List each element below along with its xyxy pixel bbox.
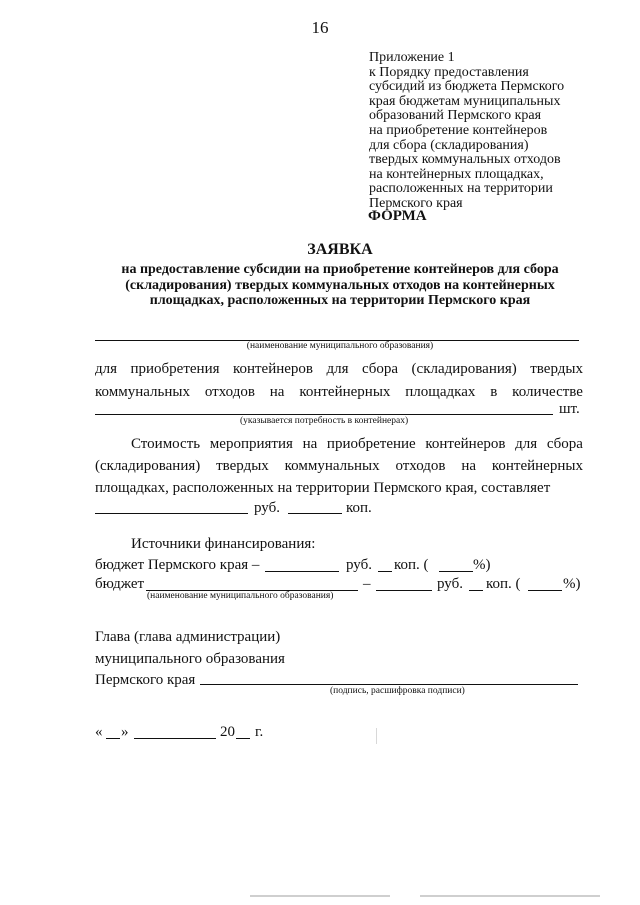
word: отходов <box>395 458 446 474</box>
word: контейнерных <box>299 384 391 400</box>
date-day-field[interactable] <box>106 738 120 739</box>
date-open-quote: « <box>95 724 103 740</box>
cost-line-2 <box>95 458 583 475</box>
regional-rub-label: руб. <box>346 557 372 573</box>
municipal-caption: (наименование муниципального образования) <box>147 591 334 601</box>
regional-kop-field[interactable] <box>378 571 392 572</box>
appendix-line: расположенных на территории <box>369 181 553 197</box>
scan-artifact <box>420 895 600 897</box>
municipal-kop-label: коп. ( <box>486 576 521 592</box>
appendix-line: края бюджетам муниципальных <box>369 93 561 109</box>
word: в <box>490 384 498 400</box>
word: для <box>326 361 349 377</box>
word: Стоимость <box>131 436 201 452</box>
document-subtitle <box>0 262 640 309</box>
municipal-rub-field[interactable] <box>376 590 432 591</box>
municipal-rub-label: руб. <box>437 576 463 592</box>
subtitle-line: на предоставление субсидии на приобретение контейнеров для сбора <box>121 262 559 277</box>
word: коммунальных <box>95 384 190 400</box>
cost-kop-label: коп. <box>346 500 372 516</box>
document-title: ЗАЯВКА <box>307 241 373 258</box>
signature-caption: (подпись, расшифровка подписи) <box>330 686 465 696</box>
word: для <box>515 436 538 452</box>
word: контейнерных <box>491 458 583 474</box>
word: на <box>269 384 285 400</box>
regional-kop-label: коп. ( <box>394 557 429 573</box>
municipal-percent-field[interactable] <box>528 590 562 591</box>
regional-percent-label: %) <box>473 557 491 573</box>
word: сбора <box>546 436 583 452</box>
word: сбора <box>361 361 399 377</box>
word: твердых <box>530 361 583 377</box>
word: на <box>302 436 318 452</box>
cost-line-3: площадках, расположенных на территории Пермского края, составляет <box>95 480 551 496</box>
word: контейнеров <box>425 436 506 452</box>
word: количестве <box>512 384 583 400</box>
cost-rub-label: руб. <box>254 500 280 516</box>
word: (складирования) <box>95 458 201 474</box>
appendix-block <box>369 51 564 212</box>
date-year-suffix: г. <box>255 724 264 740</box>
appendix-line: на приобретение контейнеров <box>369 122 548 138</box>
purpose-line-2 <box>95 384 583 401</box>
municipal-budget-label: бюджет <box>95 576 145 592</box>
signature-line-1: Глава (глава администрации) <box>95 629 281 645</box>
signature-line-3: Пермского края <box>95 672 196 688</box>
regional-percent-field[interactable] <box>439 571 473 572</box>
appendix-line: к Порядку предоставления <box>369 64 529 80</box>
word: мероприятия <box>209 436 293 452</box>
date-close-quote: » <box>121 724 129 740</box>
appendix-line: субсидий из бюджета Пермского <box>369 79 565 95</box>
quantity-caption: (указывается потребность в контейнерах) <box>240 416 409 426</box>
appendix-line: на контейнерных площадках, <box>369 166 544 182</box>
cost-line-1 <box>131 436 583 453</box>
appendix-line: твердых коммунальных отходов <box>369 152 561 168</box>
quantity-unit: шт. <box>559 401 580 417</box>
financing-heading: Источники финансирования: <box>131 536 316 552</box>
word: твердых <box>216 458 269 474</box>
word: площадках <box>405 384 476 400</box>
appendix-line: для сбора (складирования) <box>369 137 529 153</box>
word: (складирования) <box>411 361 517 377</box>
regional-rub-field[interactable] <box>265 571 339 572</box>
word: приобретение <box>326 436 416 452</box>
subtitle-line: площадках, расположенных на территории Пермского края <box>149 293 531 308</box>
municipal-dash: – <box>363 576 371 592</box>
date-year-field[interactable] <box>236 738 250 739</box>
scan-artifact <box>250 895 390 897</box>
form-label: ФОРМА <box>368 208 427 224</box>
word: контейнеров <box>232 361 314 377</box>
date-year-prefix: 20 <box>220 724 235 740</box>
signature-field[interactable] <box>200 684 578 685</box>
subtitle-line: (складирования) твердых коммунальных отходов на контейнерных <box>125 277 555 293</box>
signature-line-2: муниципального образования <box>95 651 285 667</box>
word: отходов <box>204 384 255 400</box>
word: на <box>461 458 477 474</box>
municipality-caption: (наименование муниципального образования) <box>246 341 434 351</box>
page-number: 16 <box>311 18 329 37</box>
scan-artifact <box>376 728 377 744</box>
cost-rub-field[interactable] <box>95 513 248 514</box>
municipal-kop-field[interactable] <box>469 590 483 591</box>
purpose-line-1 <box>95 361 583 378</box>
word: для <box>95 361 118 377</box>
cost-kop-field[interactable] <box>288 513 342 514</box>
appendix-line: Пермского края <box>369 195 463 211</box>
appendix-line: Приложение 1 <box>369 50 455 65</box>
container-quantity-field[interactable] <box>95 414 553 415</box>
word: коммунальных <box>284 458 380 474</box>
municipal-percent-label: %) <box>563 576 581 592</box>
word: приобретения <box>130 361 220 377</box>
regional-budget-label: бюджет Пермского края – <box>95 557 260 573</box>
appendix-line: образований Пермского края <box>369 108 542 124</box>
date-month-field[interactable] <box>134 738 216 739</box>
